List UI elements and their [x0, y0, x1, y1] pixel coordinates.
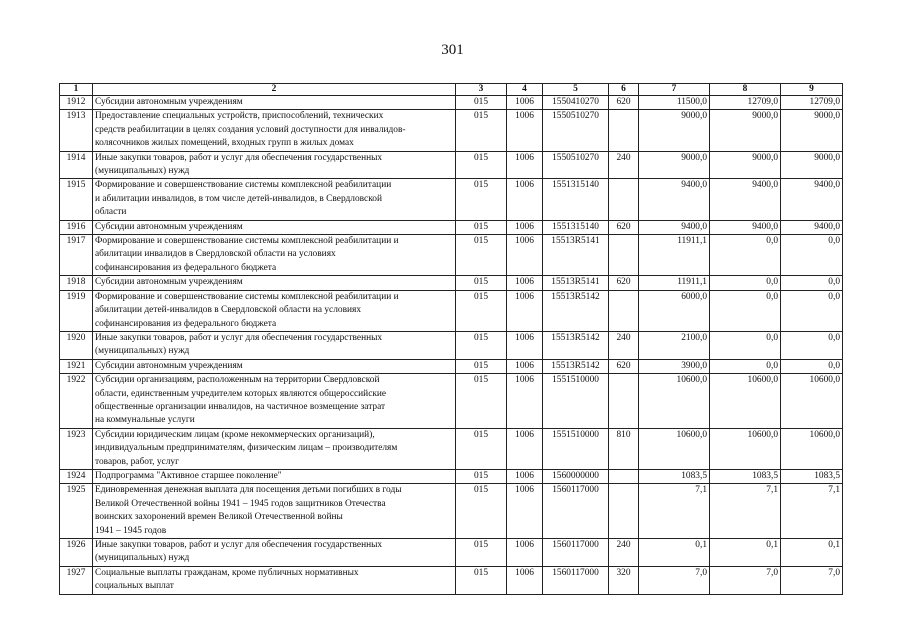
- ministry-code: 015: [456, 374, 507, 429]
- description-line: Формирование и совершенствование системы комплексной реабилитации и: [95, 291, 399, 302]
- amount-col-9: 9400,0: [781, 220, 843, 234]
- amount-col-8: 0,0: [710, 331, 781, 359]
- description-line: колясочников жилых помещений, входных групп в жилых домах: [95, 138, 354, 149]
- description-line: на коммунальные услуги: [95, 415, 195, 426]
- expense-type-code: 620: [609, 220, 639, 234]
- target-article-code: 1560117000: [543, 566, 609, 594]
- row-description: [93, 374, 456, 429]
- section-code: 1006: [507, 220, 543, 234]
- target-article-code: 15513R5142: [543, 359, 609, 373]
- description-line: общественные организации инвалидов, на частичное возмещение затрат: [95, 401, 386, 412]
- section-code: 1006: [507, 359, 543, 373]
- description-line: абилитации инвалидов в Свердловской области на условиях: [95, 249, 336, 260]
- column-header: 5: [543, 84, 609, 96]
- amount-col-7: 11911,1: [639, 235, 710, 276]
- section-code: 1006: [507, 110, 543, 151]
- amount-col-9: 0,1: [781, 539, 843, 567]
- table-header-row: [60, 84, 843, 96]
- amount-col-9: 7,0: [781, 566, 843, 594]
- description-line: (муниципальных) нужд: [95, 166, 190, 177]
- description-line: социальных выплат: [95, 581, 174, 592]
- amount-col-7: 0,1: [639, 539, 710, 567]
- table-row: [60, 110, 843, 151]
- row-number: 1924: [60, 469, 93, 483]
- row-description: [93, 359, 456, 373]
- table-row: [60, 539, 843, 567]
- amount-col-8: 9400,0: [710, 220, 781, 234]
- description-line: области: [95, 207, 127, 218]
- row-number: 1916: [60, 220, 93, 234]
- ministry-code: 015: [456, 428, 507, 469]
- target-article-code: 1550410270: [543, 96, 609, 110]
- row-description: [93, 220, 456, 234]
- amount-col-7: 2100,0: [639, 331, 710, 359]
- target-article-code: 1560117000: [543, 539, 609, 567]
- description-line: средств реабилитации в целях создания условий доступности для инвалидов-: [95, 124, 406, 135]
- ministry-code: 015: [456, 331, 507, 359]
- expense-type-code: 240: [609, 151, 639, 179]
- table-row: [60, 359, 843, 373]
- row-description: [93, 428, 456, 469]
- column-header: 2: [93, 84, 456, 96]
- expense-type-code: [609, 179, 639, 220]
- ministry-code: 015: [456, 484, 507, 539]
- amount-col-8: 0,1: [710, 539, 781, 567]
- expense-type-code: [609, 374, 639, 429]
- table-row: [60, 276, 843, 290]
- amount-col-9: 0,0: [781, 235, 843, 276]
- target-article-code: 1550510270: [543, 110, 609, 151]
- row-description: [93, 484, 456, 539]
- expense-type-code: 240: [609, 539, 639, 567]
- row-number: 1921: [60, 359, 93, 373]
- row-description: [93, 566, 456, 594]
- description-line: Субсидии организациям, расположенным на территории Свердловской: [95, 375, 380, 386]
- row-number: 1913: [60, 110, 93, 151]
- expense-type-code: 620: [609, 276, 639, 290]
- target-article-code: 1551510000: [543, 374, 609, 429]
- amount-col-9: 10600,0: [781, 428, 843, 469]
- amount-col-8: 1083,5: [710, 469, 781, 483]
- description-line: Социальные выплаты гражданам, кроме публичных нормативных: [95, 567, 359, 578]
- table-row: [60, 151, 843, 179]
- section-code: 1006: [507, 96, 543, 110]
- row-number: 1918: [60, 276, 93, 290]
- expense-type-code: 620: [609, 359, 639, 373]
- expense-type-code: [609, 290, 639, 331]
- expense-type-code: [609, 484, 639, 539]
- column-header: 1: [60, 84, 93, 96]
- expense-type-code: [609, 469, 639, 483]
- row-description: [93, 331, 456, 359]
- section-code: 1006: [507, 179, 543, 220]
- table-row: [60, 179, 843, 220]
- description-line: абилитации детей-инвалидов в Свердловской области на условиях: [95, 305, 362, 316]
- amount-col-9: 12709,0: [781, 96, 843, 110]
- amount-col-9: 9000,0: [781, 151, 843, 179]
- amount-col-9: 0,0: [781, 359, 843, 373]
- table-row: [60, 220, 843, 234]
- column-header: 6: [609, 84, 639, 96]
- table-row: [60, 566, 843, 594]
- target-article-code: 15513R5141: [543, 276, 609, 290]
- description-line: софинансирования из федерального бюджета: [95, 262, 277, 273]
- row-description: [93, 179, 456, 220]
- amount-col-7: 1083,5: [639, 469, 710, 483]
- amount-col-7: 10600,0: [639, 374, 710, 429]
- description-line: софинансирования из федерального бюджета: [95, 318, 277, 329]
- description-line: Субсидии автономным учреждениям: [95, 360, 243, 371]
- description-line: Предоставление специальных устройств, приспособлений, технических: [95, 111, 384, 122]
- section-code: 1006: [507, 484, 543, 539]
- row-number: 1914: [60, 151, 93, 179]
- row-description: [93, 469, 456, 483]
- description-line: Подпрограмма "Активное старшее поколение": [95, 470, 282, 481]
- expense-type-code: [609, 235, 639, 276]
- row-description: [93, 96, 456, 110]
- section-code: 1006: [507, 151, 543, 179]
- column-header: 7: [639, 84, 710, 96]
- amount-col-7: 7,0: [639, 566, 710, 594]
- page-number: 301: [441, 42, 464, 58]
- row-description: [93, 276, 456, 290]
- expense-type-code: 620: [609, 96, 639, 110]
- column-header: 9: [781, 84, 843, 96]
- column-header: 4: [507, 84, 543, 96]
- target-article-code: 1551315140: [543, 220, 609, 234]
- amount-col-8: 9000,0: [710, 110, 781, 151]
- row-number: 1922: [60, 374, 93, 429]
- row-number: 1926: [60, 539, 93, 567]
- description-line: Субсидии автономным учреждениям: [95, 97, 243, 107]
- ministry-code: 015: [456, 359, 507, 373]
- table-row: [60, 96, 843, 110]
- description-line: (муниципальных) нужд: [95, 346, 190, 357]
- amount-col-8: 10600,0: [710, 428, 781, 469]
- target-article-code: 1560000000: [543, 469, 609, 483]
- section-code: 1006: [507, 566, 543, 594]
- ministry-code: 015: [456, 276, 507, 290]
- description-line: товаров, работ, услуг: [95, 456, 179, 467]
- target-article-code: 15513R5142: [543, 331, 609, 359]
- amount-col-7: 11500,0: [639, 96, 710, 110]
- amount-col-7: 11911,1: [639, 276, 710, 290]
- description-line: Иные закупки товаров, работ и услуг для обеспечения государственных: [95, 152, 383, 163]
- description-line: индивидуальным предпринимателям, физическим лицам – производителям: [95, 443, 398, 454]
- description-line: Субсидии юридическим лицам (кроме некоммерческих организаций),: [95, 429, 375, 440]
- target-article-code: 1551510000: [543, 428, 609, 469]
- amount-col-8: 7,0: [710, 566, 781, 594]
- amount-col-9: 0,0: [781, 331, 843, 359]
- ministry-code: 015: [456, 469, 507, 483]
- description-line: Субсидии автономным учреждениям: [95, 277, 243, 288]
- description-line: Великой Отечественной войны 1941 – 1945 годов защитников Отечества: [95, 498, 386, 509]
- table-row: [60, 469, 843, 483]
- amount-col-7: 6000,0: [639, 290, 710, 331]
- table-row: [60, 235, 843, 276]
- table-row: [60, 374, 843, 429]
- ministry-code: 015: [456, 220, 507, 234]
- table-row: [60, 484, 843, 539]
- section-code: 1006: [507, 235, 543, 276]
- ministry-code: 015: [456, 566, 507, 594]
- amount-col-7: 3900,0: [639, 359, 710, 373]
- amount-col-8: 0,0: [710, 290, 781, 331]
- description-line: 1941 – 1945 годов: [95, 525, 167, 536]
- description-line: Иные закупки товаров, работ и услуг для обеспечения государственных: [95, 540, 383, 550]
- section-code: 1006: [507, 374, 543, 429]
- table-row: [60, 331, 843, 359]
- description-line: (муниципальных) нужд: [95, 553, 190, 564]
- row-description: [93, 290, 456, 331]
- amount-col-9: 7,1: [781, 484, 843, 539]
- amount-col-8: 9000,0: [710, 151, 781, 179]
- expense-type-code: 240: [609, 331, 639, 359]
- ministry-code: 015: [456, 151, 507, 179]
- ministry-code: 015: [456, 96, 507, 110]
- amount-col-7: 9400,0: [639, 179, 710, 220]
- amount-col-8: 0,0: [710, 276, 781, 290]
- section-code: 1006: [507, 276, 543, 290]
- amount-col-8: 0,0: [710, 359, 781, 373]
- amount-col-9: 9000,0: [781, 110, 843, 151]
- amount-col-7: 9400,0: [639, 220, 710, 234]
- column-header: 3: [456, 84, 507, 96]
- amount-col-9: 9400,0: [781, 179, 843, 220]
- row-number: 1912: [60, 96, 93, 110]
- expense-type-code: [609, 110, 639, 151]
- description-line: Субсидии автономным учреждениям: [95, 221, 243, 232]
- amount-col-8: 7,1: [710, 484, 781, 539]
- expense-type-code: 810: [609, 428, 639, 469]
- target-article-code: 1551315140: [543, 179, 609, 220]
- ministry-code: 015: [456, 179, 507, 220]
- table-body: [60, 96, 843, 595]
- amount-col-8: 10600,0: [710, 374, 781, 429]
- description-line: Формирование и совершенствование системы комплексной реабилитации: [95, 180, 392, 191]
- row-number: 1915: [60, 179, 93, 220]
- row-number: 1927: [60, 566, 93, 594]
- row-description: [93, 235, 456, 276]
- amount-col-8: 9400,0: [710, 179, 781, 220]
- amount-col-9: 0,0: [781, 276, 843, 290]
- target-article-code: 1560117000: [543, 484, 609, 539]
- table-row: [60, 290, 843, 331]
- row-number: 1920: [60, 331, 93, 359]
- amount-col-9: 10600,0: [781, 374, 843, 429]
- section-code: 1006: [507, 290, 543, 331]
- row-number: 1923: [60, 428, 93, 469]
- amount-col-7: 9000,0: [639, 151, 710, 179]
- description-line: и абилитации инвалидов, в том числе детей-инвалидов, в Свердловской: [95, 193, 382, 204]
- description-line: Иные закупки товаров, работ и услуг для обеспечения государственных: [95, 332, 383, 343]
- amount-col-8: 12709,0: [710, 96, 781, 110]
- description-line: Единовременная денежная выплата для посещения детьми погибших в годы: [95, 485, 402, 496]
- target-article-code: 1550510270: [543, 151, 609, 179]
- row-number: 1917: [60, 235, 93, 276]
- ministry-code: 015: [456, 110, 507, 151]
- amount-col-9: 1083,5: [781, 469, 843, 483]
- description-line: Формирование и совершенствование системы комплексной реабилитации и: [95, 236, 399, 247]
- row-description: [93, 110, 456, 151]
- amount-col-7: 9000,0: [639, 110, 710, 151]
- section-code: 1006: [507, 539, 543, 567]
- amount-col-7: 7,1: [639, 484, 710, 539]
- expense-type-code: 320: [609, 566, 639, 594]
- budget-table: [59, 83, 843, 595]
- amount-col-8: 0,0: [710, 235, 781, 276]
- table-row: [60, 428, 843, 469]
- row-number: 1919: [60, 290, 93, 331]
- section-code: 1006: [507, 428, 543, 469]
- column-header: 8: [710, 84, 781, 96]
- row-description: [93, 151, 456, 179]
- ministry-code: 015: [456, 290, 507, 331]
- row-description: [93, 539, 456, 567]
- target-article-code: 15513R5142: [543, 290, 609, 331]
- description-line: воинских захоронений времен Великой Отечественной войны: [95, 512, 343, 523]
- section-code: 1006: [507, 331, 543, 359]
- amount-col-7: 10600,0: [639, 428, 710, 469]
- ministry-code: 015: [456, 539, 507, 567]
- amount-col-9: 0,0: [781, 290, 843, 331]
- row-number: 1925: [60, 484, 93, 539]
- description-line: области, единственным учредителем которых являются общероссийские: [95, 388, 387, 399]
- section-code: 1006: [507, 469, 543, 483]
- target-article-code: 15513R5141: [543, 235, 609, 276]
- ministry-code: 015: [456, 235, 507, 276]
